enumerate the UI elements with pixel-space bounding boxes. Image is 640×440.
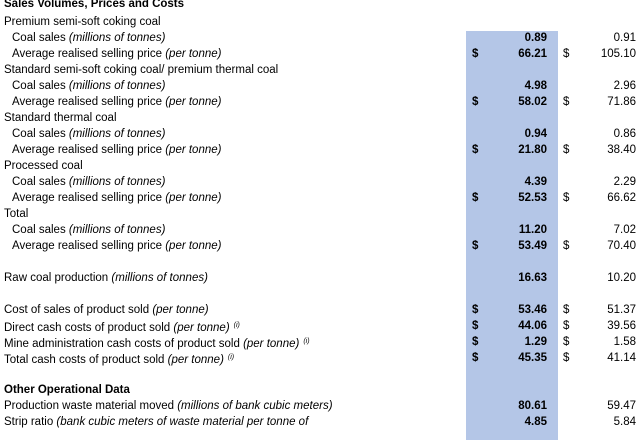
row-label xyxy=(12,238,221,254)
row-label-text: Raw coal production xyxy=(4,272,112,284)
prior-period-value: 0.86 xyxy=(613,128,636,140)
table-row xyxy=(0,350,640,366)
row-label-unit: (millions of tonnes) xyxy=(68,224,166,236)
row-label xyxy=(12,94,221,110)
row-label xyxy=(12,46,221,62)
prior-currency-symbol: $ xyxy=(563,144,570,156)
row-label-text: Average realised selling price xyxy=(12,144,166,156)
row-label-text: Average realised selling price xyxy=(12,48,166,60)
prior-period-value: 70.40 xyxy=(607,240,636,252)
row-label-text: Mine administration cash costs of product sold xyxy=(4,338,244,350)
current-currency-symbol: $ xyxy=(472,320,479,332)
table-row xyxy=(0,398,640,414)
prior-currency-symbol: $ xyxy=(563,96,570,108)
current-period-value: 80.61 xyxy=(518,400,547,412)
current-period-value: 66.21 xyxy=(518,48,547,60)
prior-period-value: 51.37 xyxy=(607,304,636,316)
row-label-unit: (millions of tonnes) xyxy=(68,32,166,44)
table-row xyxy=(0,254,640,270)
table-row xyxy=(0,126,640,142)
prior-currency-symbol: $ xyxy=(563,320,570,332)
current-period-value: 45.35 xyxy=(518,352,547,364)
current-period-value: 4.85 xyxy=(524,416,547,428)
row-label-unit: (millions of tonnes) xyxy=(68,176,166,188)
row-label-unit: (millions of tonnes) xyxy=(68,80,166,92)
table-row xyxy=(0,110,640,126)
table-row xyxy=(0,366,640,382)
row-label xyxy=(4,62,278,78)
prior-currency-symbol: $ xyxy=(563,352,570,364)
row-label-text: Average realised selling price xyxy=(12,96,166,108)
row-label-text: Standard thermal coal xyxy=(4,112,117,124)
row-label-text: Production waste material moved xyxy=(4,400,178,412)
prior-period-value: 71.86 xyxy=(607,96,636,108)
prior-period-value: 41.14 xyxy=(607,352,636,364)
row-label-unit: (per tonne) xyxy=(173,322,230,334)
row-label-text: Average realised selling price xyxy=(12,240,166,252)
row-label-text: Premium semi-soft coking coal xyxy=(4,16,161,28)
row-label-unit: (bank cubic meters of waste material per tonne of xyxy=(56,416,309,428)
row-label-text: Other Operational Data xyxy=(4,384,130,396)
row-label xyxy=(4,206,28,222)
current-period-value: 53.46 xyxy=(518,304,547,316)
row-label-text: Coal sales xyxy=(12,80,69,92)
footnote-marker: (i) xyxy=(227,354,235,361)
prior-period-value: 38.40 xyxy=(607,144,636,156)
prior-period-value: 2.29 xyxy=(613,176,636,188)
table-row xyxy=(0,30,640,46)
row-label-unit: (millions of tonnes) xyxy=(111,272,208,284)
row-label xyxy=(12,30,165,46)
prior-currency-symbol: $ xyxy=(563,240,570,252)
footnote-marker: (i) xyxy=(233,322,240,329)
current-currency-symbol: $ xyxy=(472,96,479,108)
current-period-value: 0.94 xyxy=(524,128,547,140)
row-label-text: Direct cash costs of product sold xyxy=(4,322,174,334)
row-label xyxy=(4,158,83,174)
prior-period-value: 1.58 xyxy=(613,336,636,348)
row-label-text: Cost of sales of product sold xyxy=(4,304,153,316)
current-period-value: 16.63 xyxy=(518,272,547,284)
row-label-unit: (per tonne) xyxy=(165,192,222,204)
table-row xyxy=(0,190,640,206)
table-row xyxy=(0,174,640,190)
row-label-text: Total xyxy=(4,208,29,220)
current-period-value: 4.98 xyxy=(524,80,547,92)
table-row xyxy=(0,334,640,350)
current-period-value: 58.02 xyxy=(518,96,547,108)
row-label-text: Average realised selling price xyxy=(12,192,166,204)
row-label xyxy=(4,110,117,126)
current-period-value: 53.49 xyxy=(518,240,547,252)
row-label-text: Coal sales xyxy=(12,32,69,44)
current-period-value: 11.20 xyxy=(518,224,547,236)
current-period-value: 1.29 xyxy=(524,336,547,348)
row-label xyxy=(4,382,130,398)
row-label xyxy=(12,222,165,238)
row-label-unit: (per tonne) xyxy=(165,240,222,252)
current-currency-symbol: $ xyxy=(472,352,479,364)
prior-period-value: 10.20 xyxy=(607,272,636,284)
row-label-text: Coal sales xyxy=(12,224,69,236)
prior-currency-symbol: $ xyxy=(563,192,570,204)
table-row xyxy=(0,142,640,158)
current-period-value: 0.89 xyxy=(524,32,547,44)
prior-period-value: 2.96 xyxy=(613,80,636,92)
section-title-text: Sales Volumes, Prices and Costs xyxy=(4,0,185,10)
row-label xyxy=(12,190,221,206)
prior-currency-symbol: $ xyxy=(563,304,570,316)
row-label-text: Total cash costs of product sold xyxy=(4,354,168,366)
row-label-unit: (per tonne) xyxy=(165,48,222,60)
row-label xyxy=(4,398,333,414)
prior-currency-symbol: $ xyxy=(563,48,570,60)
current-currency-symbol: $ xyxy=(472,304,479,316)
current-currency-symbol: $ xyxy=(472,336,479,348)
row-label xyxy=(12,78,165,94)
current-period-value: 44.06 xyxy=(518,320,547,332)
table-row xyxy=(0,302,640,318)
row-label xyxy=(4,14,161,30)
row-label-text: Coal sales xyxy=(12,128,69,140)
section-title xyxy=(0,0,640,12)
table-row xyxy=(0,46,640,62)
row-label-unit: (per tonne) xyxy=(165,96,222,108)
prior-period-value: 66.62 xyxy=(607,192,636,204)
row-label xyxy=(12,174,165,190)
prior-period-value: 5.84 xyxy=(613,416,636,428)
prior-currency-symbol: $ xyxy=(563,336,570,348)
row-label xyxy=(4,414,308,430)
current-currency-symbol: $ xyxy=(472,48,479,60)
current-period-value: 4.39 xyxy=(524,176,547,188)
prior-period-value: 105.10 xyxy=(600,48,636,60)
table-row xyxy=(0,14,640,30)
table-row xyxy=(0,318,640,334)
table-row xyxy=(0,62,640,78)
row-label xyxy=(12,126,165,142)
table-row xyxy=(0,94,640,110)
table-row xyxy=(0,382,640,398)
prior-period-value: 59.47 xyxy=(607,400,636,412)
current-currency-symbol: $ xyxy=(472,240,479,252)
current-period-value: 21.80 xyxy=(518,144,547,156)
row-label xyxy=(4,270,208,286)
row-label-unit: (per tonne) xyxy=(152,304,209,316)
footnote-marker: (i) xyxy=(303,338,310,345)
row-label-text: Processed coal xyxy=(4,160,83,172)
prior-period-value: 39.56 xyxy=(607,320,636,332)
prior-period-value: 7.02 xyxy=(613,224,636,236)
current-currency-symbol: $ xyxy=(472,192,479,204)
table-row xyxy=(0,286,640,302)
row-label-text: Strip ratio xyxy=(4,416,57,428)
current-period-value: 52.53 xyxy=(518,192,547,204)
row-label-unit: (per tonne) xyxy=(165,144,222,156)
current-currency-symbol: $ xyxy=(472,144,479,156)
table-row xyxy=(0,158,640,174)
row-label-unit: (per tonne) xyxy=(167,354,224,366)
row-label-unit: (millions of tonnes) xyxy=(68,128,166,140)
table-row xyxy=(0,222,640,238)
row-label xyxy=(4,302,209,318)
table-row xyxy=(0,78,640,94)
prior-period-value: 0.91 xyxy=(613,32,636,44)
row-label-unit: (millions of bank cubic meters) xyxy=(177,400,333,412)
table-row xyxy=(0,270,640,286)
table-row xyxy=(0,414,640,430)
table-row xyxy=(0,238,640,254)
row-label-text: Coal sales xyxy=(12,176,69,188)
row-label-unit: (per tonne) xyxy=(243,338,300,350)
table-row xyxy=(0,206,640,222)
row-label-text: Standard semi-soft coking coal/ premium thermal coal xyxy=(4,64,279,76)
row-label xyxy=(12,142,221,158)
